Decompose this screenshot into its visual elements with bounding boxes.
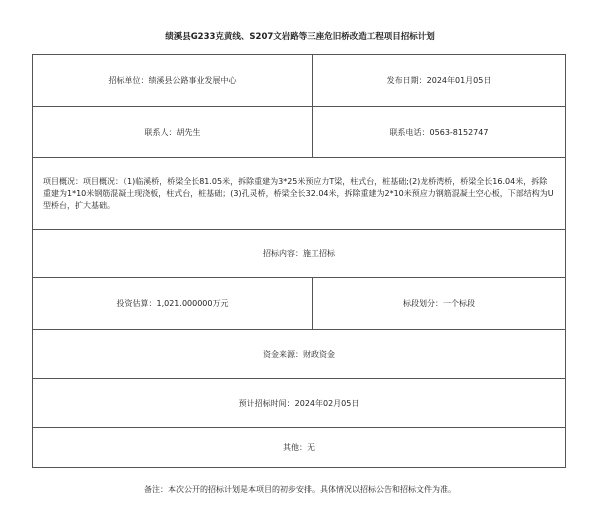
table-row xyxy=(33,158,565,230)
page-title: 绩溪县G233克黄线、S207文岩路等三座危旧桥改造工程项目招标计划 xyxy=(165,32,435,42)
table-row xyxy=(33,428,565,467)
tender-plan-table xyxy=(32,54,566,468)
footnote: 备注：本次公开的招标计划是本项目的初步安排。具体情况以招标公告和招标文件为准。 xyxy=(144,485,456,494)
other-cell: 其他：无 xyxy=(283,443,315,452)
table-row xyxy=(33,107,565,158)
fund-source-cell: 资金来源：财政资金 xyxy=(263,349,335,359)
investment-cell: 投资估算：1,021.000000万元 xyxy=(33,278,313,329)
table-row xyxy=(33,278,565,330)
tender-content-cell: 招标内容：施工招标 xyxy=(263,249,335,258)
section-division-cell: 标段划分：一个标段 xyxy=(403,299,475,308)
contact-phone-cell: 联系电话：0563-8152747 xyxy=(389,127,489,137)
tenderer-cell: 招标单位：绩溪县公路事业发展中心 xyxy=(33,55,313,106)
publish-date-cell: 发布日期：2024年01月05日 xyxy=(386,76,492,85)
planned-time-cell: 预计招标时间：2024年02月05日 xyxy=(238,398,360,408)
project-overview-cell: 项目概况：项目概况：（1)临溪桥，桥梁全长81.05米，拆除重建为3*25米预应力T梁，柱式台，桩基础;(2)龙桥湾桥，桥梁全长16.04米，拆除重建为1*10米钢筋混凝土现浇板，柱式台，桩基础；(3)孔灵桥，桥梁全长32.04米，拆除重建为2*10米预应力钢筋混凝土空心板，下部结构为U型桥台，扩大基础。 xyxy=(43,176,554,210)
table-row xyxy=(33,230,565,278)
table-row xyxy=(33,330,565,379)
table-row xyxy=(33,55,565,107)
table-row xyxy=(33,379,565,428)
contact-person-cell: 联系人：胡先生 xyxy=(33,107,313,157)
